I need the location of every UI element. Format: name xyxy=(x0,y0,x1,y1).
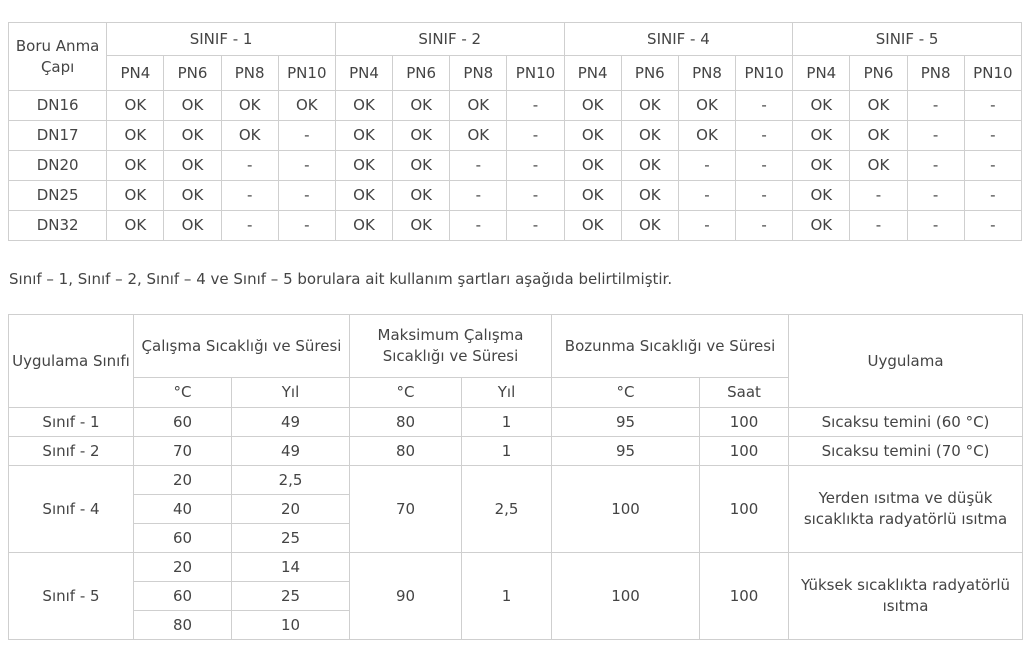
cell: 1 xyxy=(462,408,552,437)
application-cell: Sıcaksu temini (70 °C) xyxy=(789,437,1023,466)
compat-cell: OK xyxy=(621,121,678,151)
pressure-header: PN8 xyxy=(450,56,507,91)
compat-cell: - xyxy=(507,91,564,121)
compat-cell: - xyxy=(736,151,793,181)
compat-cell: - xyxy=(964,121,1021,151)
unit-header: °C xyxy=(552,378,700,408)
application-class-header: Uygulama Sınıfı xyxy=(9,315,134,408)
compat-cell: - xyxy=(678,181,735,211)
pressure-header: PN10 xyxy=(736,56,793,91)
compat-cell: OK xyxy=(164,121,221,151)
cell: 80 xyxy=(134,611,232,640)
pressure-header: PN8 xyxy=(221,56,278,91)
compat-cell: - xyxy=(964,91,1021,121)
table-row xyxy=(9,91,1022,121)
cell: 25 xyxy=(232,524,350,553)
cell: 20 xyxy=(134,553,232,582)
pressure-header: PN10 xyxy=(278,56,335,91)
compat-cell: OK xyxy=(793,211,850,241)
pressure-header: PN10 xyxy=(507,56,564,91)
compat-cell: - xyxy=(907,211,964,241)
group-header: SINIF - 5 xyxy=(793,23,1022,56)
pressure-header: PN6 xyxy=(393,56,450,91)
compat-cell: - xyxy=(678,211,735,241)
compat-cell: OK xyxy=(335,211,392,241)
compat-cell: OK xyxy=(564,121,621,151)
pipe-diameter: DN25 xyxy=(9,181,107,211)
group-header: SINIF - 2 xyxy=(335,23,564,56)
cell: 10 xyxy=(232,611,350,640)
compat-cell: - xyxy=(907,151,964,181)
cell: 70 xyxy=(350,466,462,553)
compat-cell: OK xyxy=(793,151,850,181)
compat-cell: OK xyxy=(793,121,850,151)
group-header: SINIF - 4 xyxy=(564,23,793,56)
compat-cell: OK xyxy=(850,91,907,121)
compat-cell: - xyxy=(736,181,793,211)
compat-cell: OK xyxy=(850,151,907,181)
table-row xyxy=(9,181,1022,211)
compat-cell: OK xyxy=(793,91,850,121)
cell: 60 xyxy=(134,582,232,611)
cell: 2,5 xyxy=(232,466,350,495)
compat-cell: - xyxy=(507,151,564,181)
compat-cell: OK xyxy=(107,91,164,121)
compat-cell: OK xyxy=(221,91,278,121)
table-row xyxy=(9,211,1022,241)
compat-cell: OK xyxy=(564,181,621,211)
header-row xyxy=(9,315,1023,378)
compat-cell: OK xyxy=(335,181,392,211)
compat-cell: - xyxy=(736,211,793,241)
cell: 20 xyxy=(232,495,350,524)
table-row xyxy=(9,151,1022,181)
compat-cell: OK xyxy=(393,91,450,121)
unit-header: Yıl xyxy=(462,378,552,408)
cell: 14 xyxy=(232,553,350,582)
cell: 49 xyxy=(232,437,350,466)
class-name: Sınıf - 4 xyxy=(9,466,134,553)
compat-cell: - xyxy=(907,181,964,211)
compat-cell: - xyxy=(907,91,964,121)
compat-cell: OK xyxy=(450,91,507,121)
compat-cell: - xyxy=(450,211,507,241)
compat-cell: - xyxy=(278,181,335,211)
table-row xyxy=(9,553,1023,582)
table-row xyxy=(9,466,1023,495)
compat-cell: OK xyxy=(335,121,392,151)
compat-cell: OK xyxy=(621,181,678,211)
cell: 70 xyxy=(134,437,232,466)
pressure-header: PN4 xyxy=(335,56,392,91)
compat-cell: - xyxy=(221,151,278,181)
cell: 100 xyxy=(700,408,789,437)
cell: 49 xyxy=(232,408,350,437)
cell: 25 xyxy=(232,582,350,611)
cell: 95 xyxy=(552,437,700,466)
pipe-class-table xyxy=(8,22,1022,241)
compat-cell: - xyxy=(964,181,1021,211)
cell: 60 xyxy=(134,408,232,437)
class-name: Sınıf - 5 xyxy=(9,553,134,640)
usage-conditions-table xyxy=(8,314,1023,640)
compat-cell: OK xyxy=(107,121,164,151)
class-name: Sınıf - 1 xyxy=(9,408,134,437)
compat-cell: - xyxy=(964,151,1021,181)
compat-cell: OK xyxy=(335,151,392,181)
pipe-diameter: DN16 xyxy=(9,91,107,121)
cell: 80 xyxy=(350,437,462,466)
pressure-header: PN4 xyxy=(107,56,164,91)
application-cell: Sıcaksu temini (60 °C) xyxy=(789,408,1023,437)
compat-cell: OK xyxy=(393,181,450,211)
compat-cell: - xyxy=(278,151,335,181)
pressure-header: PN4 xyxy=(793,56,850,91)
cell: 1 xyxy=(462,553,552,640)
compat-cell: - xyxy=(850,211,907,241)
compat-cell: - xyxy=(450,181,507,211)
pressure-header: PN6 xyxy=(850,56,907,91)
compat-cell: - xyxy=(450,151,507,181)
cell: 1 xyxy=(462,437,552,466)
compat-cell: - xyxy=(736,121,793,151)
compat-cell: OK xyxy=(621,91,678,121)
unit-header: Yıl xyxy=(232,378,350,408)
compat-cell: - xyxy=(678,151,735,181)
compat-cell: - xyxy=(507,181,564,211)
compat-cell: - xyxy=(507,211,564,241)
application-header: Uygulama xyxy=(789,315,1023,408)
pressure-header: PN8 xyxy=(907,56,964,91)
cell: 90 xyxy=(350,553,462,640)
cell: 100 xyxy=(552,553,700,640)
table-row xyxy=(9,121,1022,151)
unit-header: °C xyxy=(134,378,232,408)
compat-cell: OK xyxy=(107,181,164,211)
compat-cell: - xyxy=(736,91,793,121)
cell: 20 xyxy=(134,466,232,495)
compat-cell: - xyxy=(850,181,907,211)
compat-cell: OK xyxy=(278,91,335,121)
compat-cell: OK xyxy=(564,91,621,121)
compat-cell: - xyxy=(507,121,564,151)
compat-cell: - xyxy=(278,121,335,151)
cell: 100 xyxy=(700,553,789,640)
compat-cell: OK xyxy=(393,151,450,181)
pressure-header: PN6 xyxy=(621,56,678,91)
pressure-header: PN8 xyxy=(678,56,735,91)
compat-cell: OK xyxy=(678,121,735,151)
cell: 40 xyxy=(134,495,232,524)
pipe-diameter-header: Boru Anma Çapı xyxy=(9,23,107,91)
application-cell: Yüksek sıcaklıkta radyatörlü ısıtma xyxy=(789,553,1023,640)
compat-cell: OK xyxy=(221,121,278,151)
compat-cell: OK xyxy=(335,91,392,121)
compat-cell: OK xyxy=(164,151,221,181)
compat-cell: OK xyxy=(107,151,164,181)
application-cell: Yerden ısıtma ve düşük sıcaklıkta radyatörlü ısıtma xyxy=(789,466,1023,553)
compat-cell: - xyxy=(907,121,964,151)
compat-cell: - xyxy=(278,211,335,241)
group-header: SINIF - 1 xyxy=(107,23,336,56)
cell: 95 xyxy=(552,408,700,437)
pressure-header: PN6 xyxy=(164,56,221,91)
compat-cell: - xyxy=(221,181,278,211)
pipe-diameter: DN17 xyxy=(9,121,107,151)
compat-cell: OK xyxy=(393,121,450,151)
pressure-header: PN4 xyxy=(564,56,621,91)
class-name: Sınıf - 2 xyxy=(9,437,134,466)
compat-cell: OK xyxy=(793,181,850,211)
pressure-header-row xyxy=(9,56,1022,91)
compat-cell: OK xyxy=(678,91,735,121)
compat-cell: OK xyxy=(621,211,678,241)
compat-cell: OK xyxy=(850,121,907,151)
cell: 100 xyxy=(700,437,789,466)
working-temp-header: Çalışma Sıcaklığı ve Süresi xyxy=(134,315,350,378)
compat-cell: OK xyxy=(164,91,221,121)
compat-cell: OK xyxy=(621,151,678,181)
compat-cell: OK xyxy=(164,211,221,241)
unit-header: Saat xyxy=(700,378,789,408)
compat-cell: OK xyxy=(107,211,164,241)
table-row xyxy=(9,408,1023,437)
cell: 60 xyxy=(134,524,232,553)
max-working-temp-header: Maksimum Çalışma Sıcaklığı ve Süresi xyxy=(350,315,552,378)
cell: 80 xyxy=(350,408,462,437)
unit-header: °C xyxy=(350,378,462,408)
compat-cell: OK xyxy=(164,181,221,211)
compat-cell: OK xyxy=(450,121,507,151)
compat-cell: OK xyxy=(564,151,621,181)
compat-cell: - xyxy=(221,211,278,241)
cell: 100 xyxy=(552,466,700,553)
compat-cell: OK xyxy=(564,211,621,241)
compat-cell: - xyxy=(964,211,1021,241)
cell: 2,5 xyxy=(462,466,552,553)
compat-cell: OK xyxy=(393,211,450,241)
group-header-row xyxy=(9,23,1022,56)
pipe-diameter: DN32 xyxy=(9,211,107,241)
cell: 100 xyxy=(700,466,789,553)
pipe-diameter: DN20 xyxy=(9,151,107,181)
pressure-header: PN10 xyxy=(964,56,1021,91)
table-row xyxy=(9,437,1023,466)
usage-conditions-note: Sınıf – 1, Sınıf – 2, Sınıf – 4 ve Sınıf – 5 borulara ait kullanım şartları aşağıda belirtilmiştir. xyxy=(9,270,673,288)
failure-temp-header: Bozunma Sıcaklığı ve Süresi xyxy=(552,315,789,378)
